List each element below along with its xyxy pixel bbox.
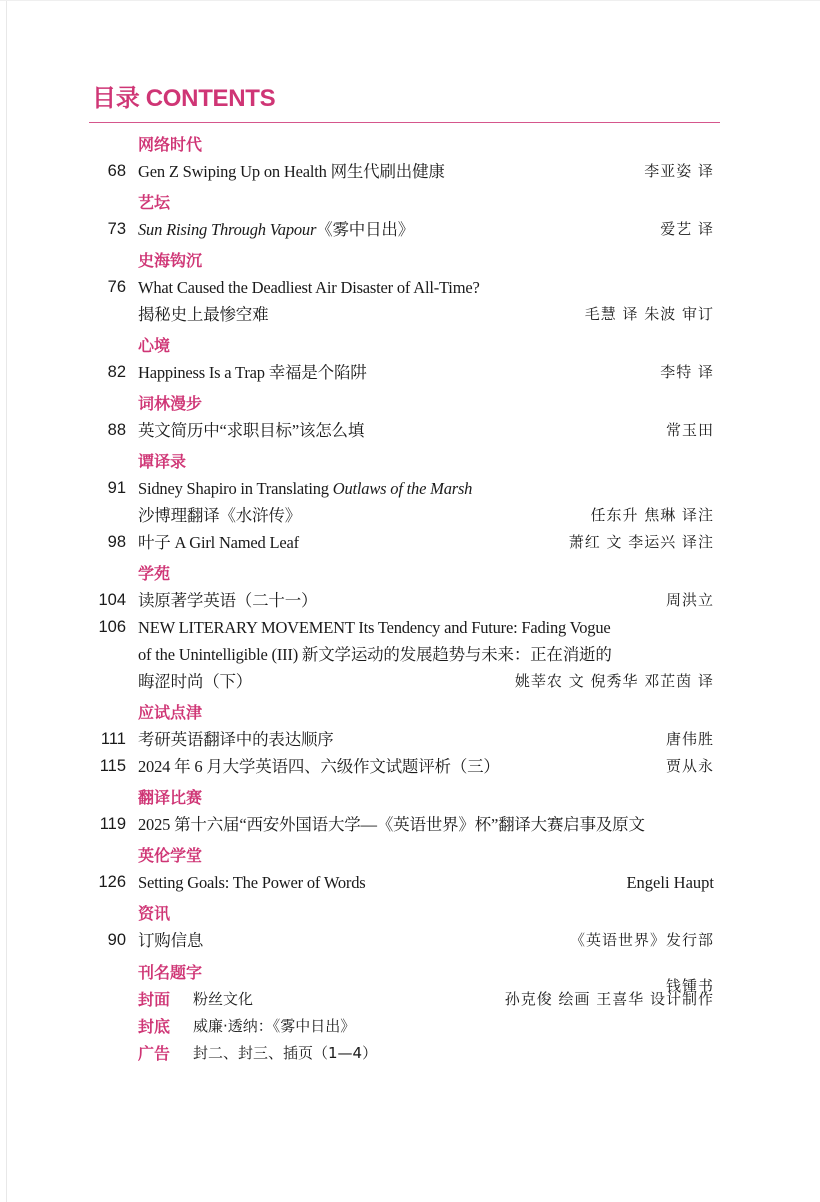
page-number: 82 [107,363,126,381]
entry-author: 贾从永 [665,757,714,775]
page-number: 104 [98,591,126,609]
entry-title: What Caused the Deadliest Air Disaster of All-Time? [138,278,480,297]
entry-title: Happiness Is a Trap 幸福是个陷阱 [138,363,367,382]
toc-entry[interactable] [0,216,820,243]
back-cover-label: 封底 [138,1017,171,1036]
entry-title: 2024 年 6 月大学英语四、六级作文试题评析（三） [138,757,500,776]
page-number: 106 [98,618,126,636]
entry-author: 爱艺 译 [660,220,714,238]
page-number: 111 [100,730,126,748]
entry-title: 揭秘史上最惨空难 [138,305,269,324]
masthead-credit-row [0,959,820,995]
back-cover-row [0,1013,820,1040]
section-heading: 应试点津 [138,703,203,722]
section-heading: 翻译比赛 [138,788,203,807]
page-number: 119 [99,815,126,833]
toc-entry[interactable] [0,301,820,328]
entry-title: 叶子 A Girl Named Leaf [138,533,299,552]
section-heading: 资讯 [138,904,171,923]
entry-author: 李亚姿 译 [644,162,714,180]
section-heading: 网络时代 [138,135,203,154]
toc-entry[interactable] [0,726,820,753]
entry-title: Sidney Shapiro in Translating Outlaws of the Marsh [138,479,473,498]
entry-author: 毛慧 译 朱波 审订 [584,305,714,323]
entry-title: Sun Rising Through Vapour《雾中日出》 [138,220,415,239]
page-title: 目录 CONTENTS [92,85,276,112]
ads-row [0,1040,820,1067]
toc-entry[interactable] [0,811,820,838]
entry-author: 唐伟胜 [665,730,714,748]
toc-entry[interactable] [0,614,820,641]
section-heading: 史海钩沉 [138,251,203,270]
header-divider [89,122,720,123]
toc-entry[interactable] [0,475,820,502]
masthead-credit: 钱锺书 [665,977,714,995]
section-heading: 谭译录 [138,452,187,471]
toc-entry[interactable] [0,927,820,954]
page-edge-top [0,0,820,1]
toc-entry[interactable] [0,502,820,529]
entry-author: 姚莘农 文 倪秀华 邓芷茵 译 [514,672,714,690]
cover-text: 粉丝文化 [193,990,254,1008]
toc-entry[interactable] [0,274,820,301]
page-number: 126 [98,873,126,891]
entry-title: NEW LITERARY MOVEMENT Its Tendency and Future: Fading Vogue [138,618,611,637]
table-of-contents [0,132,820,1067]
page-number: 90 [107,931,126,949]
entry-author: 《英语世界》发行部 [569,931,714,949]
ads-label: 广告 [138,1044,171,1063]
toc-entry[interactable] [0,641,820,668]
entry-author: Engeli Haupt [626,873,714,892]
section-heading: 心境 [138,336,171,355]
toc-sections [0,132,820,959]
section-heading: 学苑 [138,564,171,583]
page-number: 76 [107,278,126,296]
page-number: 91 [107,479,126,497]
toc-entry[interactable] [0,753,820,780]
toc-entry[interactable] [0,158,820,185]
entry-title: 晦涩时尚（下） [138,672,253,691]
entry-title: 2025 第十六届“西安外国语大学—《英语世界》杯”翻译大赛启事及原文 [138,815,645,834]
entry-title: 沙博理翻译《水浒传》 [138,506,302,525]
entry-title: 读原著学英语（二十一） [138,591,318,610]
contents-header [92,84,720,114]
cover-row [0,986,820,1013]
section-heading: 英伦学堂 [138,846,203,865]
cover-credit: 孙克俊 绘画 王喜华 设计制作 [504,990,714,1008]
toc-entry[interactable] [0,668,820,695]
toc-entry[interactable] [0,529,820,556]
masthead-label: 刊名题字 [138,963,203,982]
entry-author: 萧红 文 李运兴 译注 [568,533,714,551]
toc-entry[interactable] [0,417,820,444]
entry-author: 任东升 焦琳 译注 [590,506,714,524]
entry-title: 考研英语翻译中的表达顺序 [138,730,334,749]
entry-author: 周洪立 [665,591,714,609]
entry-title: of the Unintelligible (III) 新文学运动的发展趋势与未来：正在消逝的 [138,645,612,664]
page-number: 73 [107,220,126,238]
toc-entry[interactable] [0,869,820,896]
entry-author: 常玉田 [665,421,714,439]
entry-title: 订购信息 [138,931,204,950]
back-cover-text: 威廉·透纳：《雾中日出》 [193,1017,356,1035]
page-number: 68 [107,162,126,180]
page-number: 88 [107,421,126,439]
entry-author: 李特 译 [660,363,714,381]
entry-title: 英文简历中“求职目标”该怎么填 [138,421,365,440]
section-heading: 艺坛 [138,193,171,212]
entry-title: Gen Z Swiping Up on Health 网生代刷出健康 [138,162,445,181]
entry-title: Setting Goals: The Power of Words [138,873,366,892]
toc-entry[interactable] [0,587,820,614]
page-number: 115 [99,757,126,775]
ads-text: 封二、封三、插页（1—4） [193,1044,378,1062]
page-number: 98 [107,533,126,551]
cover-label: 封面 [138,990,171,1009]
toc-entry[interactable] [0,359,820,386]
section-heading: 词林漫步 [138,394,203,413]
